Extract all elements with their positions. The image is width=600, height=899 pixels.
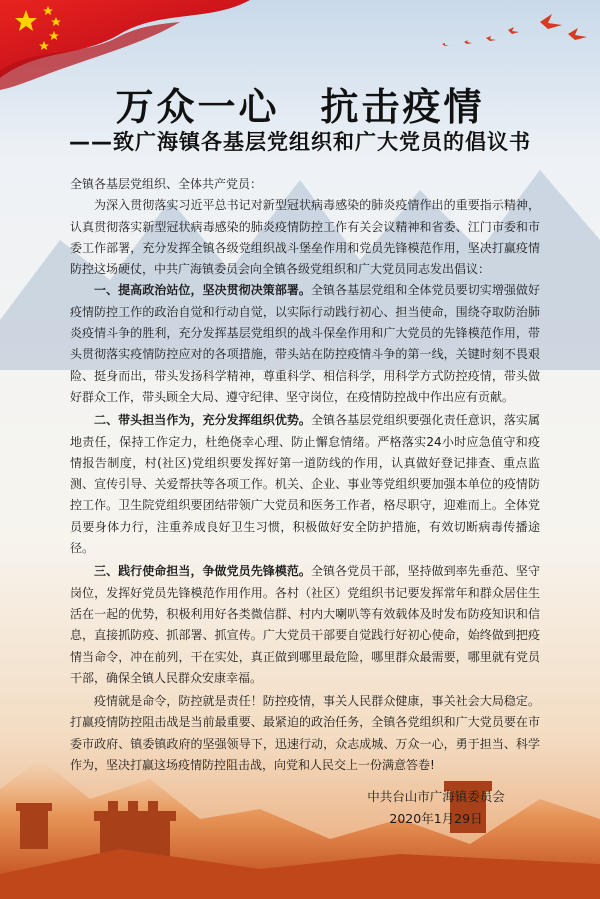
section-text-1: 全镇各基层党组和全体党员要切实增强做好疫情防控工作的政治自觉和行动自觉，以实际行动践行初心、担当使命，围绕夺取防治肺炎疫情斗争的胜利，充分发挥基层党组织的战斗保垒作用和广大党员的先锋模范作用，带头贯彻落实疫情防控应对的各项措施，带头站在防控疫情斗争的第一线，关键时刻不畏艰险、挺身而出，带头发扬科学精神，尊重科学、相信科学，用科学方式防控疫情，带头做好群众工作，带头顾全大局、遵守纪律、坚守岗位，在疫情防控战中作出应有贡献。 — [70, 283, 540, 404]
proposal-body — [70, 174, 540, 776]
page-title: 万众一心 抗击疫情 — [115, 85, 485, 129]
section-heading-3: 三、践行使命担当，争做党员先锋模范。 — [94, 564, 311, 579]
section-text-2: 全镇各基层党组织要强化责任意识，落实属地责任，保持工作定力，杜绝侥幸心理、防止懈怠情绪。严格落实24小时应急值守和疫情报告制度，村(社区)党组织要发挥好第一道防线的作用，认真做好登记排查、重点监测、宣传引导、关爱帮扶等各项工作。机关、企业、事业等党组织要加强本单位的疫情防控工作。卫生院党组织要团结带领广大党员和医务工作者，格尽职守，迎难而上。全体党员要身体力行，注重养成良好卫生习惯，积极做好安全防护措施，有效切断病毒传播途径。 — [70, 413, 540, 556]
section-paragraph-2 — [70, 410, 540, 559]
signature-date: 2020年1月29日 — [389, 811, 483, 826]
intro-paragraph: 为深入贯彻落实习近平总书记对新型冠状病毒感染的肺炎疫情作出的重要指示精神，认真贯彻落实新型冠状病毒感染的肺炎疫情防控工作有关会议精神和省委、江门市委和市委工作部署，充分发挥全镇各级党组织战斗堡垒作用和党员先锋模范作用，坚决打赢疫情防控这场硬仗，中共广海镇委员会向全镇各级党组织和广大党员同志发出倡议： — [70, 198, 540, 277]
section-text-3: 全镇各党员干部，坚持做到率先垂范、坚守岗位，发挥好党员先锋模范作用作用。各村（社区）党组织书记要发挥常年和群众居住生活在一起的优势，积极利用好各类微信群、村内大喇叭等有效载体及时发布防疫知识和信息，直接抓防疫、抓部署、抓宣传。广大党员干部要自觉践行好初心使命，始终做到把疫情当命令，冲在前列，干在实处，真正做到哪里最危险，哪里群众最需要，哪里就有党员干部，确保全镇人民群众安康幸福。 — [70, 564, 540, 685]
salutation: 全镇各基层党组织、全体共产党员： — [70, 177, 263, 191]
page-subtitle: ——致广海镇各基层党组织和广大党员的倡议书 — [69, 130, 531, 154]
section-paragraph-3 — [70, 561, 540, 689]
dove-icon — [390, 8, 590, 58]
signature-org: 中共台山市广海镇委员会 — [367, 789, 505, 804]
section-paragraph-1 — [70, 280, 540, 408]
closing-paragraph: 疫情就是命令，防控就是责任！防控疫情，事关人民群众健康，事关社会大局稳定。打赢疫情防控阻击战是当前最重要、最紧迫的政治任务，全镇各党组织和广大党员要在市委市政府、镇委镇政府的坚强领导下，迅速行动，众志成城、万众一心，勇于担当、科学作为，坚决打赢这场疫情防控阻击战，向党和人民交上一份满意答卷! — [70, 694, 540, 773]
section-heading-1: 一、提高政治站位，坚决贯彻决策部署。 — [94, 283, 311, 298]
section-heading-2: 二、带头担当作为，充分发挥组织优势。 — [94, 413, 311, 428]
signature-block — [316, 786, 556, 830]
